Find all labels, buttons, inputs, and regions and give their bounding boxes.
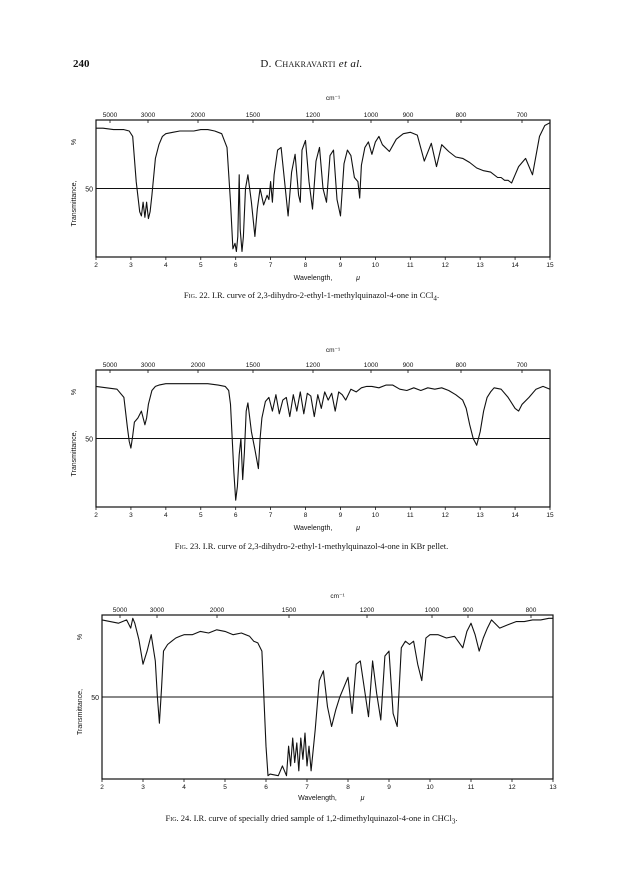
x-tick-label: 8 xyxy=(303,262,308,269)
x-tick-label: 9 xyxy=(338,262,343,269)
x-tick-label: 12 xyxy=(441,512,449,519)
top-tick-label: 3000 xyxy=(140,362,156,369)
x-tick-label: 6 xyxy=(233,262,238,269)
ir-spectrum-chart-fig23 xyxy=(0,340,623,538)
page-number: 240 xyxy=(73,58,90,70)
top-tick-label: 700 xyxy=(516,112,528,119)
x-tick-label: 10 xyxy=(371,512,380,519)
ir-spectrum-chart-fig24 xyxy=(0,590,623,810)
top-tick-label: 5000 xyxy=(112,607,128,614)
y-axis-label: Transmittance, xyxy=(71,430,78,477)
top-tick-label: 5000 xyxy=(102,362,118,369)
x-tick-label: 7 xyxy=(268,512,273,519)
top-tick-label: 1200 xyxy=(305,112,321,119)
top-tick-label: 800 xyxy=(525,607,537,614)
x-tick-label: 15 xyxy=(546,262,554,269)
top-tick-label: 3000 xyxy=(149,607,165,614)
top-tick-label: 1000 xyxy=(424,607,440,614)
x-tick-label: 4 xyxy=(164,512,168,519)
y-axis-unit: % xyxy=(71,138,78,146)
x-axis-label: Wavelength, xyxy=(298,795,337,802)
spectrum-line xyxy=(96,123,550,252)
x-tick-label: 3 xyxy=(141,784,145,791)
y-tick-label: 50 xyxy=(91,695,99,702)
x-tick-label: 7 xyxy=(268,262,273,269)
top-axis-label: cm⁻¹ xyxy=(325,95,341,102)
caption-subscript: 3 xyxy=(451,817,456,826)
top-tick-label: 1200 xyxy=(305,362,321,369)
x-tick-label: 11 xyxy=(467,784,475,791)
x-tick-label: 4 xyxy=(182,784,186,791)
caption-text: I.R. curve of specially dried sample of 1,2-dimethylquinazol-4-one in CHCl xyxy=(193,813,452,823)
top-tick-label: 1000 xyxy=(363,112,379,119)
top-axis-label: cm⁻¹ xyxy=(330,593,345,600)
x-tick-label: 10 xyxy=(371,262,380,269)
x-tick-label: 6 xyxy=(264,784,268,791)
caption-text: I.R. curve of 2,3-dihydro-2-ethyl-1-methylquinazol-4-one in KBr pellet. xyxy=(202,541,449,551)
y-tick-label: 50 xyxy=(85,186,93,194)
running-head-author: D. Chakravarti xyxy=(260,58,336,70)
top-tick-label: 1200 xyxy=(359,607,375,614)
figure-22 xyxy=(0,90,623,305)
top-tick-label: 1000 xyxy=(363,362,379,369)
y-axis-unit: % xyxy=(71,388,78,396)
spectrum-line xyxy=(96,384,550,501)
figure-caption xyxy=(0,541,623,554)
caption-subscript: 4 xyxy=(433,294,437,303)
top-tick-label: 5000 xyxy=(102,112,118,119)
x-axis-label: Wavelength, xyxy=(293,525,333,532)
running-head-etal: et al. xyxy=(338,58,363,70)
x-tick-label: 5 xyxy=(198,262,203,269)
x-tick-label: 9 xyxy=(338,512,343,519)
x-tick-label: 5 xyxy=(198,512,203,519)
top-tick-label: 900 xyxy=(402,362,414,369)
figure-24 xyxy=(0,590,623,835)
x-axis-unit: μ xyxy=(356,275,360,282)
x-tick-label: 13 xyxy=(549,784,557,791)
x-tick-label: 12 xyxy=(508,784,516,791)
x-tick-label: 2 xyxy=(94,512,98,519)
caption-text: I.R. curve of 2,3-dihydro-2-ethyl-1-methylquinazol-4-one in CCl xyxy=(211,290,434,300)
x-tick-label: 6 xyxy=(233,512,238,519)
top-axis-label: cm⁻¹ xyxy=(325,347,341,354)
x-tick-label: 4 xyxy=(164,262,168,269)
x-tick-label: 8 xyxy=(303,512,308,519)
x-axis-unit: μ xyxy=(356,525,360,532)
running-head xyxy=(0,58,623,70)
x-tick-label: 7 xyxy=(305,784,309,791)
top-tick-label: 900 xyxy=(462,607,474,614)
y-axis-label: Transmittance, xyxy=(77,688,84,736)
top-tick-label: 800 xyxy=(455,362,467,369)
ir-spectrum-chart-fig22 xyxy=(0,90,623,290)
x-tick-label: 14 xyxy=(511,512,519,519)
x-axis-label: Wavelength, xyxy=(293,275,333,282)
figure-label: Fig. 22. xyxy=(183,290,210,300)
top-tick-label: 1500 xyxy=(245,362,261,369)
top-tick-label: 3000 xyxy=(140,112,156,119)
top-tick-label: 1500 xyxy=(245,112,261,119)
x-tick-label: 14 xyxy=(511,262,519,269)
y-axis-unit: % xyxy=(77,633,84,641)
x-tick-label: 10 xyxy=(426,784,434,791)
x-tick-label: 3 xyxy=(129,512,133,519)
x-tick-label: 8 xyxy=(346,784,350,791)
figure-label: Fig. 24. xyxy=(165,813,192,823)
x-tick-label: 12 xyxy=(441,262,449,269)
figure-caption: Fig. 22. I.R. curve of 2,3-dihydro-2-ethyl-1-methylquinazol-4-one in CCl$_4$. xyxy=(183,290,440,303)
x-tick-label: 13 xyxy=(476,512,484,519)
x-tick-label: 3 xyxy=(129,262,133,269)
figure-caption: Fig. 24. I.R. curve of specially dried sample of 1,2-dimethylquinazol-4-one in CHCl$_3$. xyxy=(165,813,458,826)
top-tick-label: 1500 xyxy=(281,607,297,614)
y-tick-label: 50 xyxy=(85,436,93,444)
top-tick-label: 800 xyxy=(455,112,467,119)
x-tick-label: 15 xyxy=(546,512,554,519)
x-tick-label: 9 xyxy=(387,784,391,791)
top-tick-label: 900 xyxy=(402,112,414,119)
top-tick-label: 2000 xyxy=(190,362,206,369)
x-axis-unit: μ xyxy=(360,795,365,802)
x-tick-label: 2 xyxy=(94,262,98,269)
x-tick-label: 11 xyxy=(406,512,414,519)
y-axis-label: Transmittance, xyxy=(71,180,78,227)
x-tick-label: 11 xyxy=(406,262,414,269)
x-tick-label: 2 xyxy=(100,784,104,791)
x-tick-label: 13 xyxy=(476,262,484,269)
top-tick-label: 700 xyxy=(516,362,528,369)
x-tick-label: 5 xyxy=(223,784,227,791)
figure-label: Fig. 23. xyxy=(174,541,201,551)
top-tick-label: 2000 xyxy=(190,112,206,119)
page-header xyxy=(0,58,623,76)
top-tick-label: 2000 xyxy=(209,607,225,614)
figure-23 xyxy=(0,340,623,555)
